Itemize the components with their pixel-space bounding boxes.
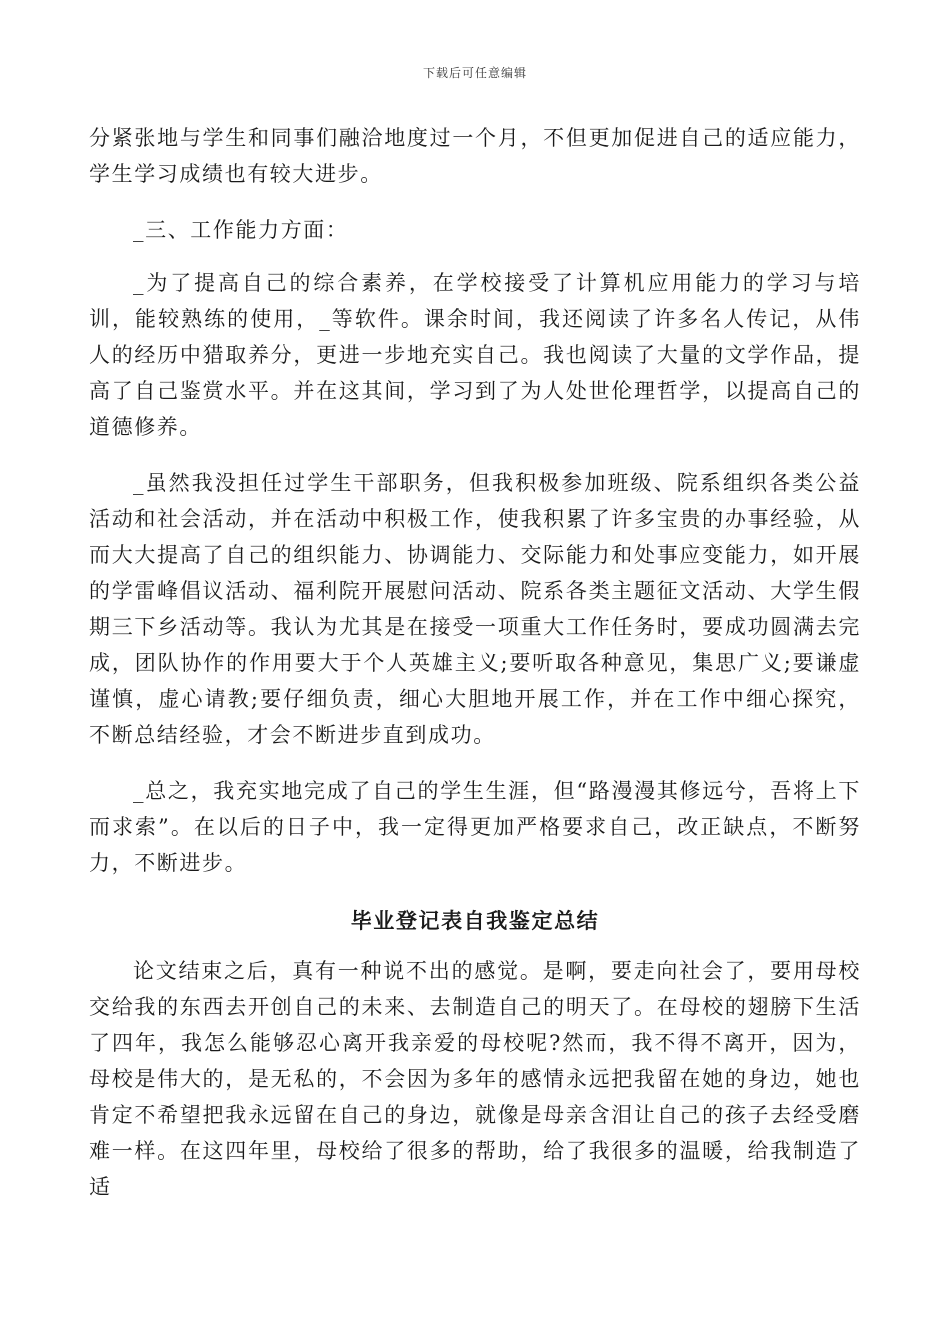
document-body (89, 120, 861, 1205)
paragraph-thesis-reflection: 论文结束之后，真有一种说不出的感觉。是啊，要走向社会了，要用母校交给我的东西去开创自己的未来、去制造自己的明天了。在母校的翅膀下生活了四年，我怎么能够忍心离开我亲爱的母校呢?然而，我不得不离开，因为，母校是伟大的，是无私的，不会因为多年的感情永远把我留在她的身边，她也肯定不希望把我永远留在自己的身边，就像是母亲含泪让自己的孩子去经受磨难一样。在这四年里，母校给了很多的帮助，给了我很多的温暖，给我制造了适 (89, 959, 861, 1199)
paragraph-activities: _虽然我没担任过学生干部职务，但我积极参加班级、院系组织各类公益活动和社会活动，并在活动中积极工作，使我积累了许多宝贵的办事经验，从而大大提高了自己的组织能力、协调能力、交际能力和处事应变能力，如开展的学雷峰倡议活动、福利院开展慰问活动、院系各类主题征文活动、大学生假期三下乡活动等。我认为尤其是在接受一项重大工作任务时，要成功圆满去完成，团队协作的作用要大于个人英雄主义;要听取各种意见，集思广义;要谦虚谨慎，虚心请教;要仔细负责，细心大胆地开展工作，并在工作中细心探究，不断总结经验，才会不断进步直到成功。 (89, 471, 861, 747)
paragraph-self-improvement: _为了提高自己的综合素养，在学校接受了计算机应用能力的学习与培训，能较熟练的使用，_等软件。课余时间，我还阅读了许多名人传记，从伟人的经历中猎取养分，更进一步地充实自己。我也阅读了大量的文学作品，提高了自己鉴赏水平。并在这其间，学习到了为人处世伦理哲学，以提高自己的道德修养。 (89, 271, 861, 439)
page-header: 下载后可任意编辑 (422, 66, 527, 80)
section-title: 毕业登记表自我鉴定总结 (350, 909, 600, 933)
section-heading-work-ability: _三、工作能力方面： (133, 218, 349, 242)
paragraph-conclusion: _总之，我充实地完成了自己的学生生涯，但“路漫漫其修远兮，吾将上下而求索”。在以后的日子中，我一定得更加严格要求自己，改正缺点，不断努力，不断进步。 (89, 779, 861, 875)
paragraph-continuation: 分紧张地与学生和同事们融洽地度过一个月，不但更加促进自己的适应能力，学生学习成绩也有较大进步。 (89, 126, 861, 186)
